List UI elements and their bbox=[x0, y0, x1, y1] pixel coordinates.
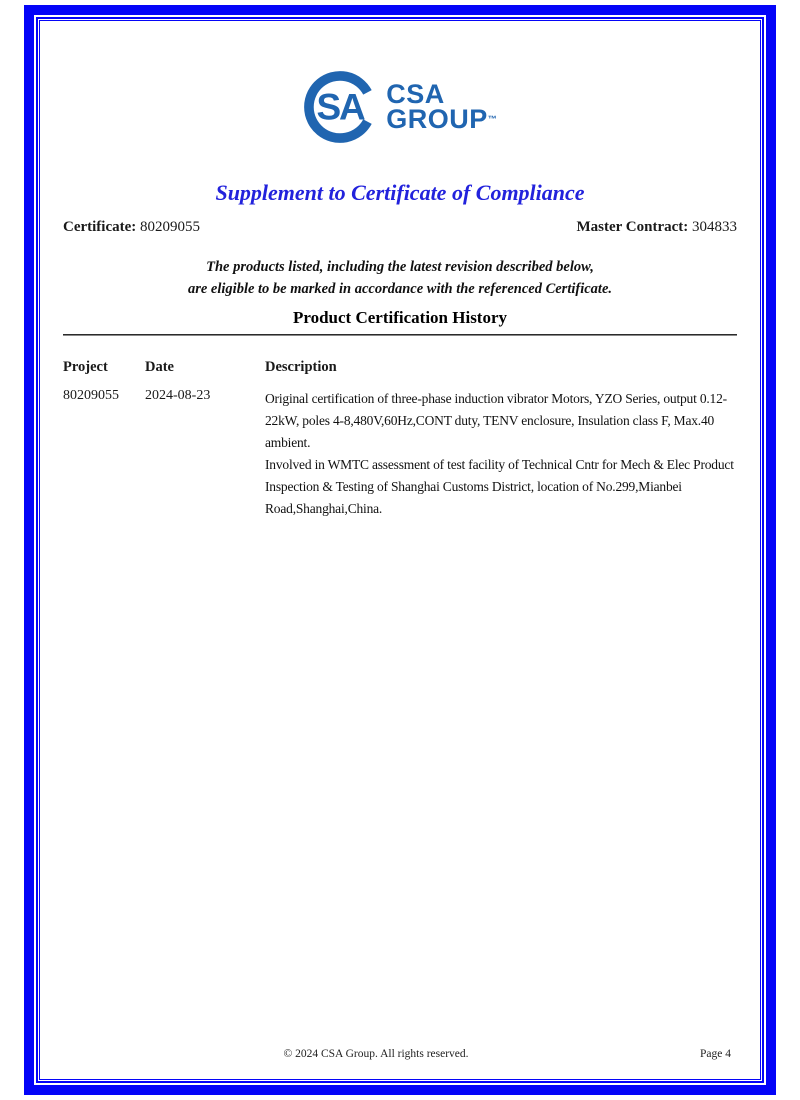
notice-line-1: The products listed, including the latest revision described below, bbox=[206, 259, 594, 275]
row-project-value: 80209055 bbox=[63, 388, 119, 403]
section-divider bbox=[63, 334, 737, 336]
description-paragraph-1: Original certification of three-phase induction vibrator Motors, YZO Series, output 0.12-22kW, poles 4-8,480V,60Hz,CONT duty, TENV enclosure, Insulation class F, Max.40 ambient. bbox=[265, 391, 727, 450]
wordmark-line1: CSA bbox=[386, 79, 445, 109]
csa-group-wordmark bbox=[386, 79, 497, 134]
document-body bbox=[63, 0, 737, 1100]
footer-page-number: Page 4 bbox=[700, 1048, 731, 1060]
column-header-project: Project bbox=[63, 359, 108, 375]
description-paragraph-2: Involved in WMTC assessment of test facility of Technical Cntr for Mech & Elec Product Inspection & Testing of Shanghai Customs District, location of No.299,Mianbei Road,Shanghai,China. bbox=[265, 457, 734, 516]
certificate-label: Certificate: bbox=[63, 219, 137, 235]
master-contract-value: 304833 bbox=[692, 219, 737, 235]
section-heading: Product Certification History bbox=[292, 308, 508, 327]
page-title: Supplement to Certificate of Compliance bbox=[215, 180, 585, 205]
wordmark-line2: GROUP™ bbox=[386, 104, 497, 134]
certificate-value: 80209055 bbox=[140, 219, 201, 235]
csa-monogram-icon bbox=[303, 70, 377, 144]
master-contract bbox=[576, 219, 737, 236]
certification-history-table bbox=[63, 359, 737, 520]
csa-group-logo bbox=[63, 70, 737, 144]
footer-copyright: © 2024 CSA Group. All rights reserved. bbox=[283, 1048, 469, 1060]
row-date-value: 2024-08-23 bbox=[145, 388, 211, 403]
notice-line-2: are eligible to be marked in accordance with the referenced Certificate. bbox=[187, 281, 613, 297]
master-contract-label: Master Contract: bbox=[576, 219, 689, 235]
certificate-number bbox=[63, 219, 200, 236]
svg-text:SA: SA bbox=[316, 86, 364, 128]
eligibility-notice bbox=[63, 256, 737, 300]
column-header-date: Date bbox=[145, 359, 174, 375]
row-description bbox=[265, 388, 737, 520]
column-header-description: Description bbox=[265, 359, 337, 375]
certificate-meta-row bbox=[63, 219, 737, 236]
trademark-symbol: ™ bbox=[487, 114, 497, 124]
